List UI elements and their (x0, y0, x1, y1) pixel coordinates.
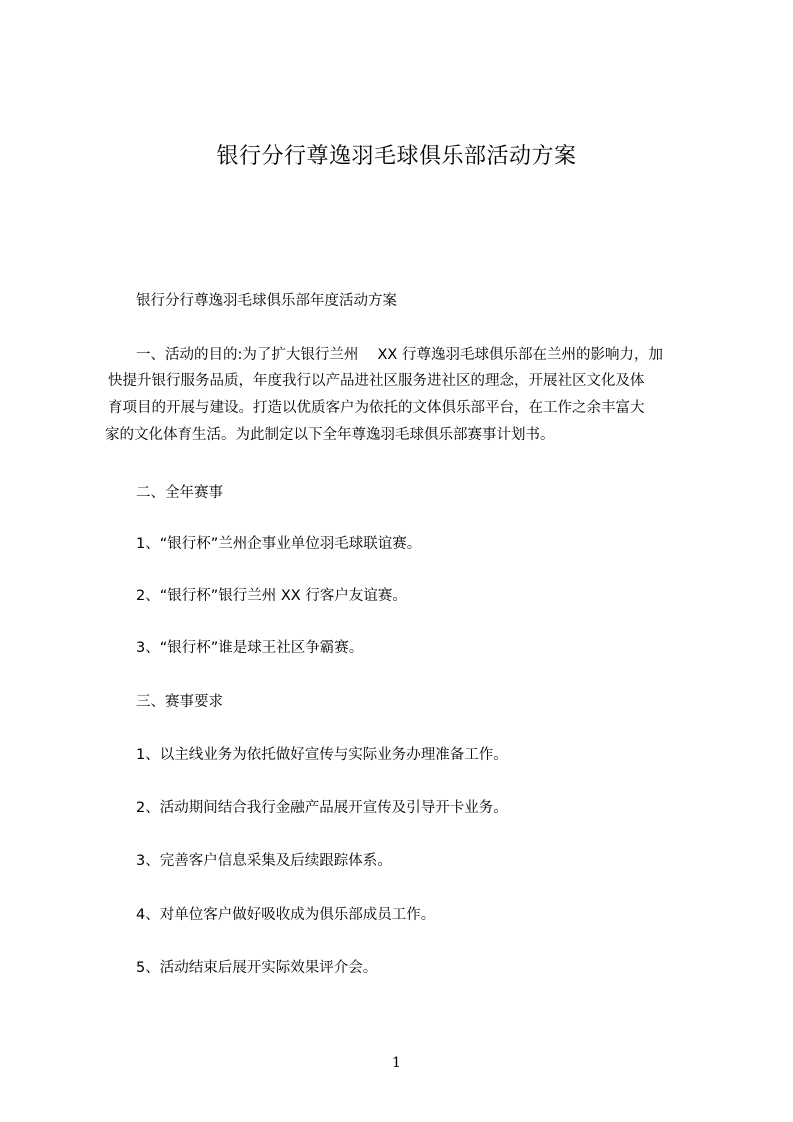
requirement-item-1: 1、以主线业务为依托做好宣传与实际业务办理准备工作。 (136, 747, 508, 763)
purpose-paragraph-line-1: 一、活动的目的:为了扩大银行兰州 XX 行尊逸羽毛球俱乐部在兰州的影响力，加 (136, 347, 663, 363)
purpose-paragraph-line-3: 育项目的开展与建设。打造以优质客户为依托的文体俱乐部平台，在工作之余丰富大 (108, 400, 645, 416)
page-number: 1 (392, 1055, 401, 1071)
section-heading-events: 二、全年赛事 (136, 485, 223, 501)
event-item-1: 1、“银行杯”兰州企事业单位羽毛球联谊赛。 (136, 536, 422, 552)
document-title: 银行分行尊逸羽毛球俱乐部活动方案 (216, 144, 577, 169)
purpose-paragraph-line-2: 快提升银行服务品质，年度我行以产品进社区服务进社区的理念，开展社区文化及体 (108, 373, 645, 389)
requirement-item-4: 4、对单位客户做好吸收成为俱乐部成员工作。 (136, 907, 436, 923)
requirement-item-5: 5、活动结束后展开实际效果评介会。 (136, 960, 378, 976)
requirement-item-3: 3、完善客户信息采集及后续跟踪体系。 (136, 853, 392, 869)
document-subtitle: 银行分行尊逸羽毛球俱乐部年度活动方案 (136, 293, 397, 309)
purpose-paragraph-line-4: 家的文化体育生活。为此制定以下全年尊逸羽毛球俱乐部赛事计划书。 (105, 427, 555, 443)
event-item-3: 3、“银行杯”谁是球王社区争霸赛。 (136, 640, 364, 656)
section-heading-requirements: 三、赛事要求 (136, 694, 223, 710)
event-item-2: 2、“银行杯”银行兰州 XX 行客户友谊赛。 (136, 588, 407, 604)
requirement-item-2: 2、活动期间结合我行金融产品展开宣传及引导开卡业务。 (136, 800, 508, 816)
